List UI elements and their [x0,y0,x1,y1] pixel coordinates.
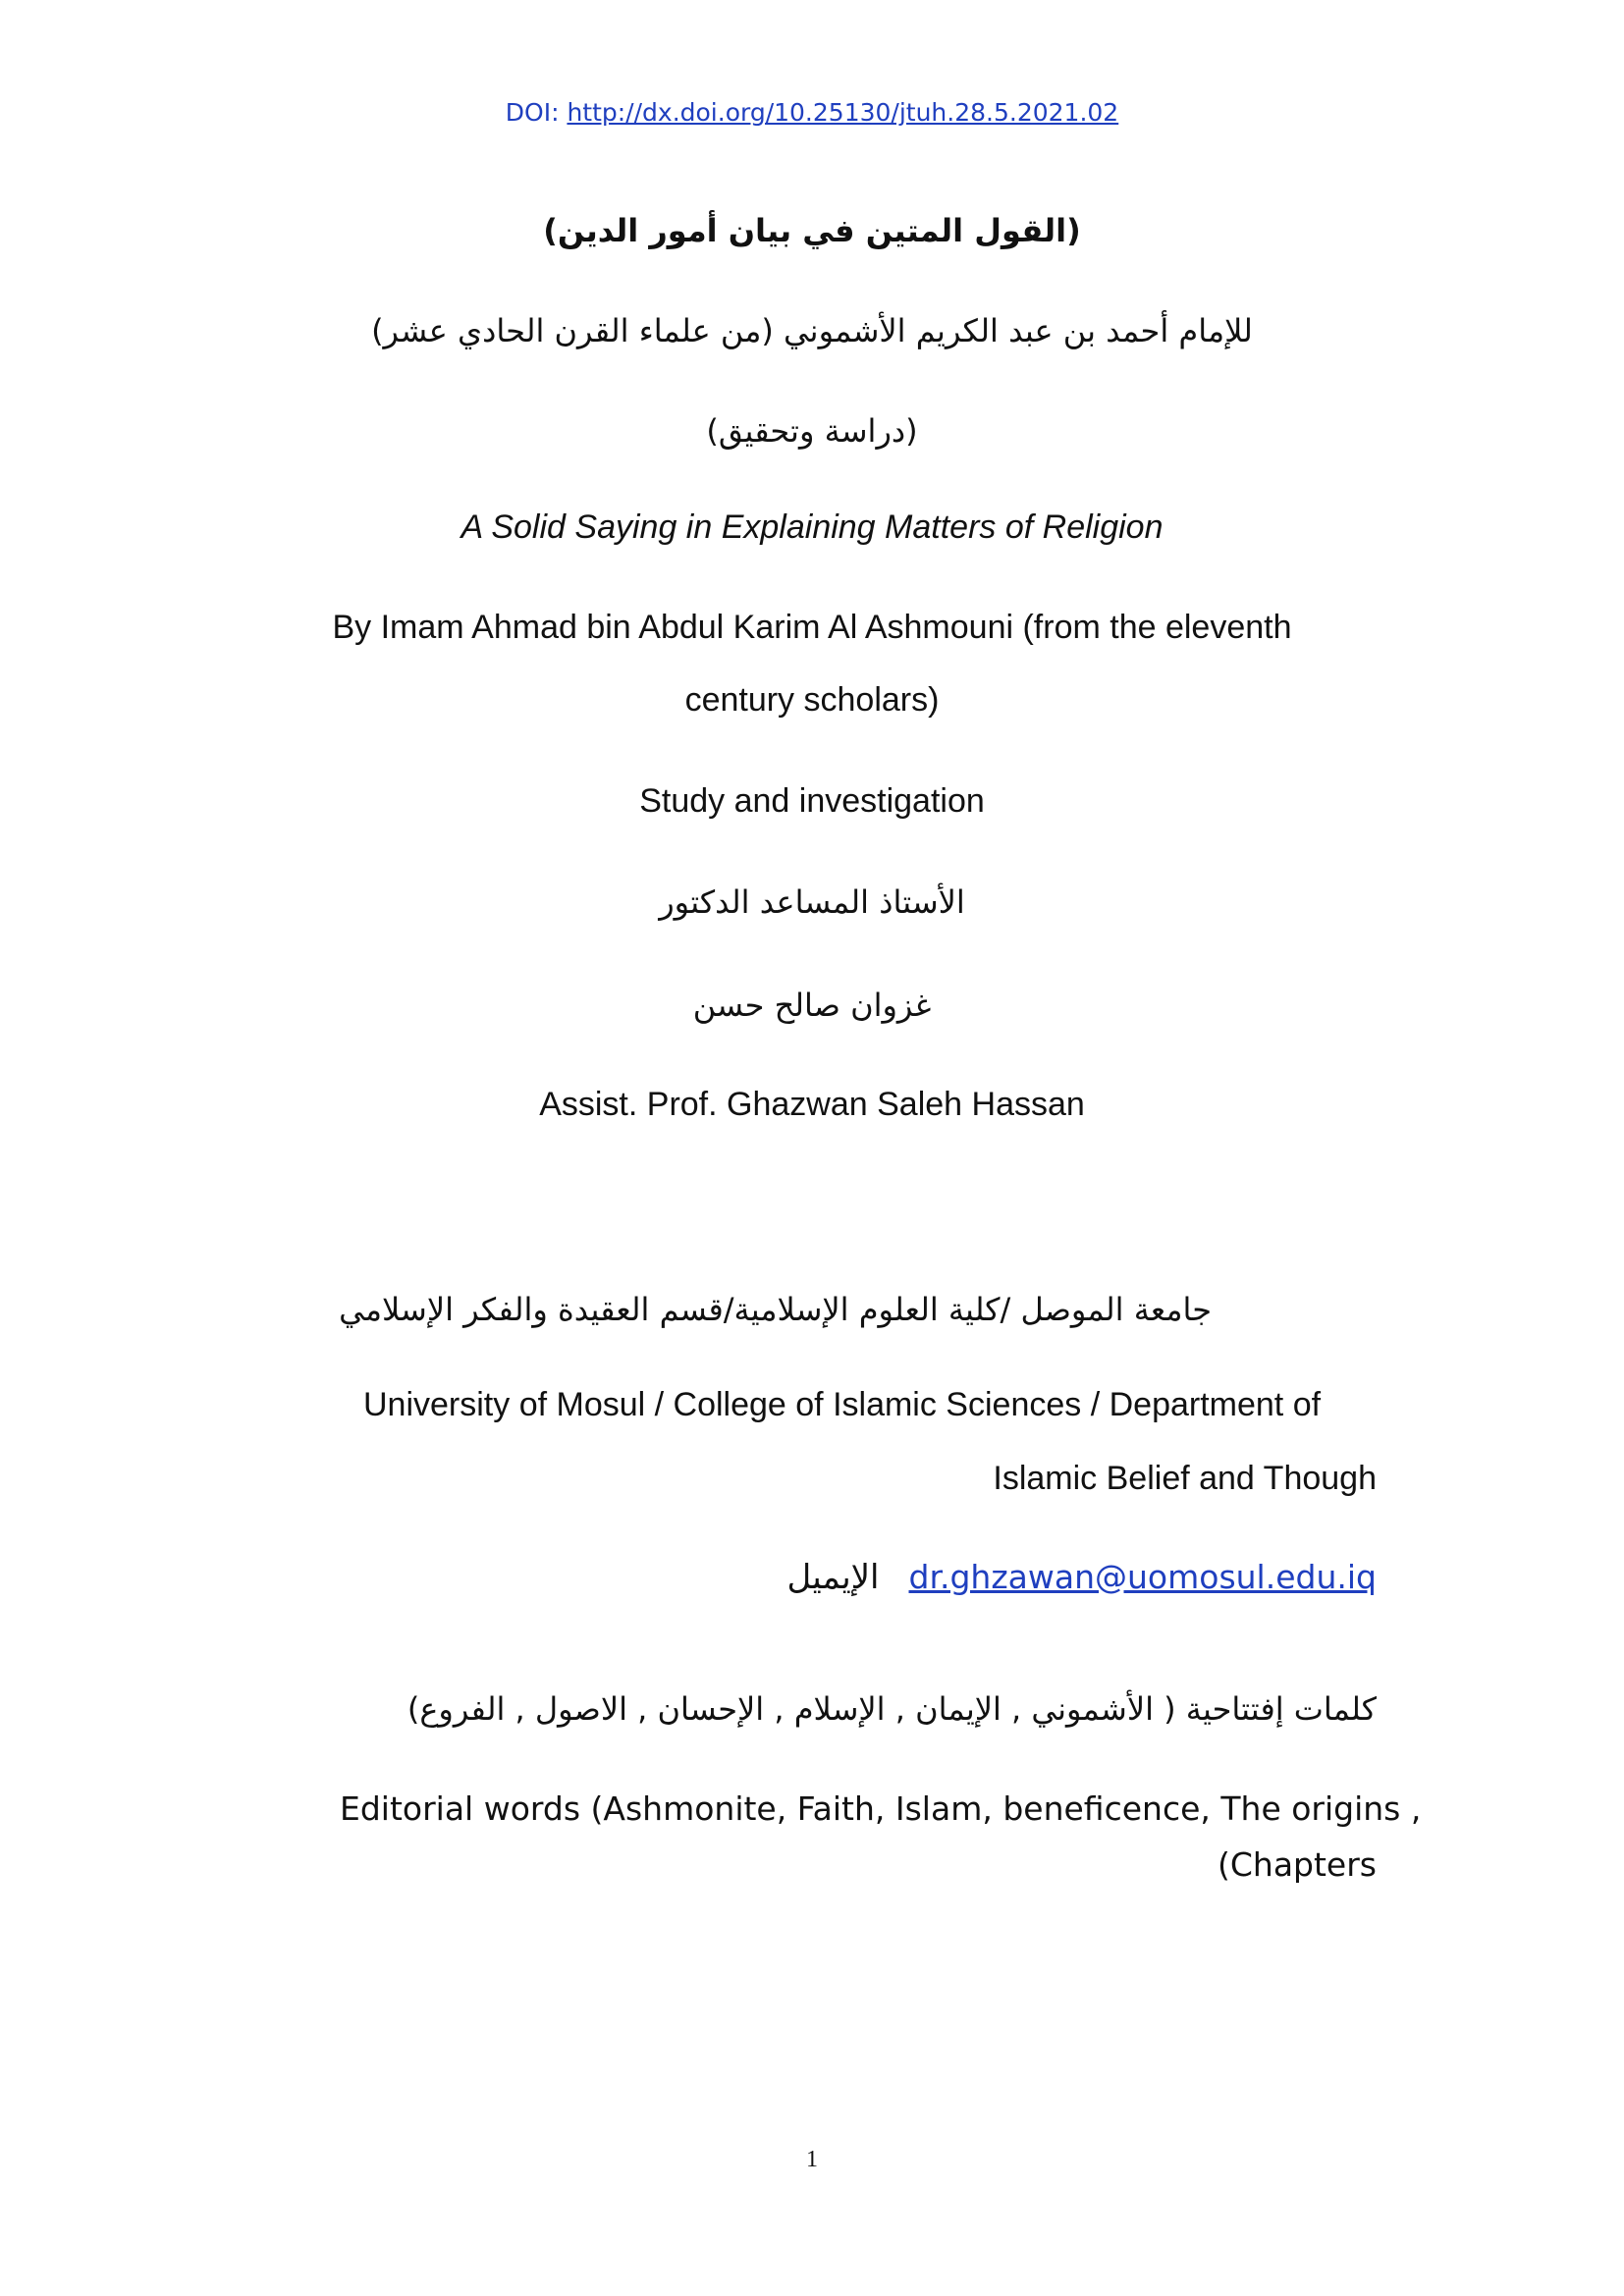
arabic-affiliation: جامعة الموصل /كلية العلوم الإسلامية/قسم العقيدة والفكر الإسلامي [339,1291,1212,1328]
page-number: 1 [806,2147,818,2172]
doi-line [0,98,1624,127]
english-affiliation-line2: Islamic Belief and Though [993,1460,1377,1497]
english-subtitle: Study and investigation [639,782,985,820]
english-affiliation-line1: University of Mosul / College of Islamic Sciences / Department of [363,1386,1322,1423]
arabic-researcher-name: غزوان صالح حسن [692,987,932,1024]
english-keywords-line1: Editorial words (Ashmonite, Faith, Islam, beneficence, The origins , [340,1789,1422,1828]
english-researcher-name: Assist. Prof. Ghazwan Saleh Hassan [539,1086,1085,1123]
arabic-title: (القول المتين في بيان أمور الدين) [543,212,1081,249]
english-keywords-line2: (Chapters [1217,1845,1377,1884]
english-title: A Solid Saying in Explaining Matters of Religion [460,508,1164,546]
email-label: الإيميل [786,1558,880,1597]
email-link[interactable]: dr.ghzawan@uomosul.edu.iq [908,1558,1377,1596]
doi-label: DOI: [505,98,568,127]
arabic-author: للإمام أحمد بن عبد الكريم الأشموني (من علماء القرن الحادي عشر) [371,312,1253,349]
english-author-line2: century scholars) [684,681,940,719]
arabic-subtitle: (دراسة وتحقيق) [706,412,918,450]
doi-link[interactable]: http://dx.doi.org/10.25130/jtuh.28.5.2021.02 [567,98,1119,127]
english-author-line1: By Imam Ahmad bin Abdul Karim Al Ashmouni (from the eleventh [332,609,1292,646]
arabic-researcher-rank: الأستاذ المساعد الدكتور [659,883,965,921]
email-row [787,1558,1377,1597]
arabic-keywords: كلمات إفتتاحية ( الأشموني , الإيمان , الإسلام , الإحسان , الاصول , الفروع) [406,1690,1377,1728]
